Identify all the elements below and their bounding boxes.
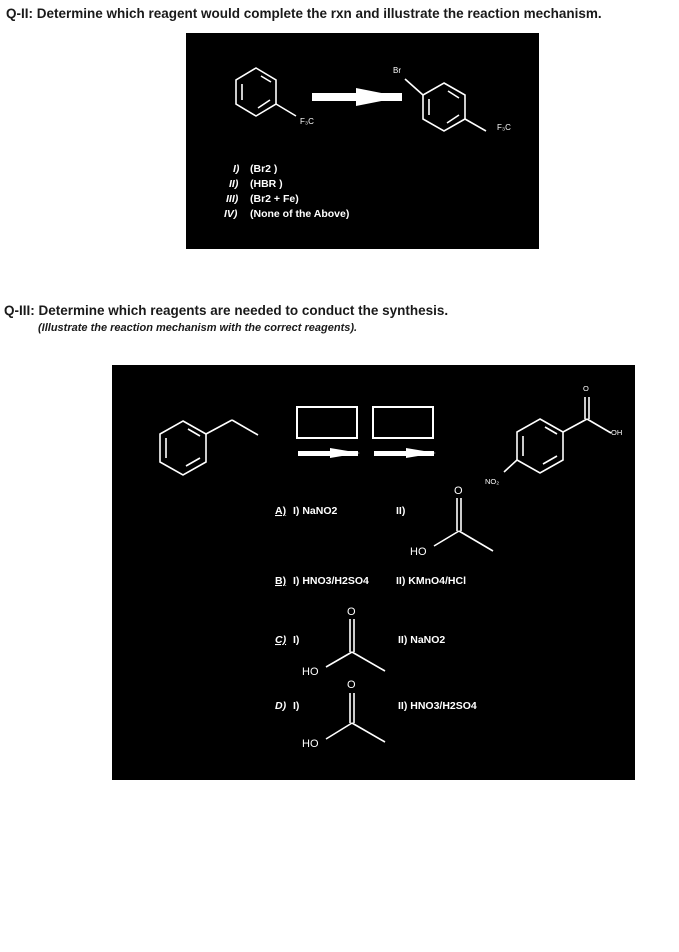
product-oh-label: OH [611, 428, 623, 437]
option-2-text: (HBR ) [250, 178, 283, 190]
reactant-cf3-label: F₃C [300, 117, 314, 126]
option-3-numeral: III) [226, 193, 239, 205]
ethyl-bond-1 [206, 420, 232, 434]
question-2-panel [186, 33, 539, 249]
acyl-bond [563, 419, 587, 432]
choice-c-letter: C) [275, 634, 287, 646]
reactant-cf3-bond [276, 104, 296, 116]
choice-d-ho: HO [302, 738, 319, 750]
choice-c-step1: I) [293, 634, 300, 646]
choice-b-step2: II) KMnO4/HCl [396, 575, 466, 587]
acid-oh-bond [587, 419, 611, 433]
product-carbonyl-o: O [583, 384, 589, 393]
product-cf3-bond [465, 119, 486, 131]
choice-d-letter: D) [275, 700, 287, 712]
question-3-panel [112, 365, 635, 780]
choice-c-step2: II) NaNO2 [398, 634, 446, 646]
option-1-text: (Br2 ) [250, 163, 278, 175]
choice-c-o: O [347, 606, 356, 618]
question-3-title: Q-III: Determine which reagents are needed to conduct the synthesis. [4, 303, 449, 318]
reagent-box-1 [297, 407, 357, 438]
option-4-numeral: IV) [224, 208, 238, 220]
reaction-arrow [312, 88, 402, 106]
reagent-options [224, 163, 349, 220]
question-3-subtitle: (Illustrate the reaction mechanism with the correct reagents). [38, 322, 358, 334]
product-cf3-label: F₃C [497, 123, 511, 132]
choice-b-letter: B) [275, 575, 287, 587]
choice-d-step2: II) HNO3/H2SO4 [398, 700, 477, 712]
choice-b-step1: I) HNO3/H2SO4 [293, 575, 369, 587]
choice-a-letter: A) [275, 505, 287, 517]
product-br-label: Br [393, 66, 401, 75]
product-br-bond [405, 79, 423, 95]
synthesis-arrows [298, 448, 436, 458]
option-4-text: (None of the Above) [250, 208, 350, 220]
product-nitro-label: NO₂ [485, 477, 500, 486]
question-2-title: Q-II: Determine which reagent would complete the rxn and illustrate the reaction mechanism. [6, 6, 602, 21]
choice-d-o: O [347, 679, 356, 691]
ethyl-bond-2 [232, 420, 258, 435]
option-3-text: (Br2 + Fe) [250, 193, 299, 205]
product-benzene-ring [517, 419, 563, 473]
nitro-bond [504, 460, 517, 472]
ethylbenzene-ring [160, 421, 206, 475]
choice-a-o: O [454, 485, 463, 497]
choice-a-ho: HO [410, 546, 427, 558]
choice-d-step1: I) [293, 700, 300, 712]
choice-c-ho: HO [302, 666, 319, 678]
reaction-scheme-q2 [186, 33, 539, 249]
reagent-box-2 [373, 407, 433, 438]
option-2-numeral: II) [229, 178, 239, 190]
option-1-numeral: I) [233, 163, 240, 175]
choice-a-step1: I) NaNO2 [293, 505, 338, 517]
synthesis-scheme-q3 [112, 365, 635, 780]
choice-a-step2: II) [396, 505, 406, 517]
